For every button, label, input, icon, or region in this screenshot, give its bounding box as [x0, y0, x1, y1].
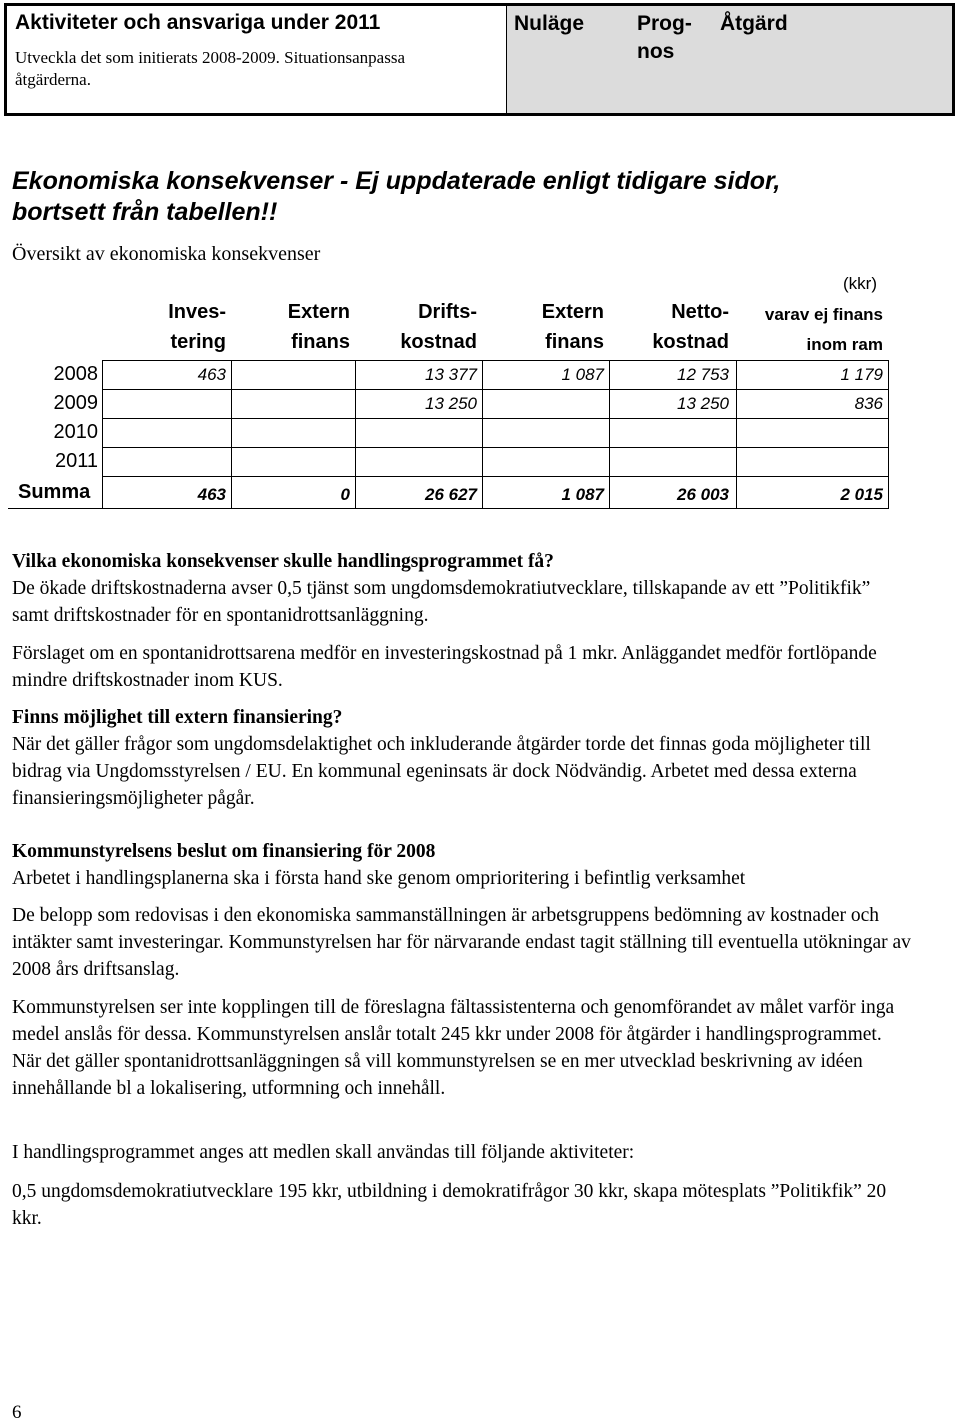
- cell-sum-investering: 463: [197, 485, 226, 504]
- q2-body: När det gäller frågor som ungdomsdelaktighet och inkluderande åtgärder torde det finnas goda möjligheter till bidrag via Ungdomsstyrelsen / EU. En kommunal egeninsats är dock Nödvändig. Arbetet med dessa externa finansieringsmöjligheter pågår.: [12, 734, 871, 809]
- activities-header-box: [4, 3, 955, 116]
- ks-heading: Kommunstyrelsens beslut om finansiering för 2008: [12, 841, 436, 862]
- header-col-prognos: [637, 10, 692, 66]
- cell-2009-nettokostnad: 13 250: [677, 394, 729, 413]
- col-header-investering-1: Inves-: [168, 301, 226, 323]
- economics-table: [0, 268, 960, 513]
- q1-body: De ökade driftskostnaderna avser 0,5 tjänst som ungdomsdemokratiutvecklare, tillskapande av ett ”Politikfik” samt driftskostnader för en spontanidrottsanläggning.: [12, 578, 871, 626]
- table-rule: [102, 447, 889, 448]
- col-header-driftskostnad-1: Drifts-: [418, 301, 477, 323]
- section-heading-line2: bortsett från tabellen!!: [12, 198, 278, 226]
- table-rule: [231, 360, 232, 508]
- unit-label: (kkr): [843, 274, 877, 293]
- cell-2008-investering: 463: [197, 365, 226, 384]
- table-rule: [8, 508, 889, 509]
- cell-sum-varav: 2 015: [840, 485, 883, 504]
- table-rule: [888, 360, 889, 508]
- cell-sum-extern-finans: 0: [340, 485, 350, 504]
- ks-paragraph-4: I handlingsprogrammet anges att medlen skall användas till följande aktiviteter:: [12, 1142, 635, 1163]
- cell-2008-extern-finans: 1 087: [561, 365, 604, 384]
- col-header-varav-2: inom ram: [806, 335, 883, 354]
- table-rule: [736, 360, 737, 508]
- page-number: 6: [12, 1402, 22, 1423]
- overview-title: Översikt av ekonomiska konsekvenser: [12, 243, 321, 265]
- table-rule: [102, 389, 889, 390]
- table-rule: [355, 360, 356, 508]
- col-header-extern-finans-2b: finans: [545, 331, 604, 353]
- col-header-extern-finans-1b: finans: [291, 331, 350, 353]
- cell-2008-varav: 1 179: [840, 365, 883, 384]
- table-rule: [482, 360, 483, 508]
- col-header-investering-2: tering: [170, 331, 226, 353]
- header-col-atgard: Åtgärd: [720, 12, 788, 35]
- q2-heading: Finns möjlighet till extern finansiering?: [12, 707, 343, 728]
- ks-paragraph-3: Kommunstyrelsen ser inte kopplingen till de föreslagna fältassistenterna och genomförandet av målet varför inga medel anslås för dessa. Kommunstyrelsen anslår totalt 245 kkr under 2008 för åtgärder i handlingsprogrammet. När det gäller spontanidrottsanläggningen så vill kommunstyrelsen se en mer utvecklad beskrivning av idéen innehållande bl a lokalisering, utformning och innehåll.: [12, 997, 895, 1099]
- col-header-extern-finans-2: Extern: [541, 301, 604, 323]
- header-status-cells: [507, 6, 952, 113]
- col-header-nettokostnad-2: kostnad: [652, 331, 729, 353]
- cell-sum-driftskostnad: 26 627: [425, 485, 477, 504]
- q2-block: [12, 704, 912, 812]
- ks-paragraph-1: Arbetet i handlingsplanerna ska i första hand ske genom omprioritering i befintlig verksamhet: [12, 868, 746, 889]
- forslag-paragraph: Förslaget om en spontanidrottsarena medför en investeringskostnad på 1 mkr. Anläggandet medför fortlöpande mindre driftskostnader inom KUS.: [12, 643, 877, 691]
- table-rule: [102, 476, 889, 477]
- col-header-driftskostnad-2: kostnad: [400, 331, 477, 353]
- cell-sum-nettokostnad: 26 003: [677, 485, 729, 504]
- cell-sum-extern-finans-2: 1 087: [561, 485, 604, 504]
- row-year-2010: 2010: [53, 421, 98, 443]
- col-header-extern-finans-1: Extern: [287, 301, 350, 323]
- row-summa-label: Summa: [18, 481, 91, 503]
- cell-2009-varav: 836: [854, 394, 883, 413]
- header-left-cell: [7, 6, 507, 113]
- col-header-varav-1: varav ej finans: [764, 305, 883, 324]
- section-heading-line1: Ekonomiska konsekvenser - Ej uppdaterade enligt tidigare sidor,: [12, 167, 781, 195]
- row-year-2008: 2008: [53, 363, 98, 385]
- header-col-prognos-line1: Prog-: [637, 12, 692, 35]
- ks-block: [12, 838, 912, 892]
- cell-2008-nettokostnad: 12 753: [677, 365, 729, 384]
- header-title: Aktiviteter och ansvariga under 2011: [15, 11, 381, 34]
- section-heading: [12, 166, 912, 228]
- header-col-nulage: Nuläge: [514, 12, 585, 35]
- header-subtitle: Utveckla det som initierats 2008-2009. Situationsanpassa åtgärderna.: [15, 48, 405, 89]
- cell-2008-driftskostnad: 13 377: [425, 365, 477, 384]
- q1-block: [12, 548, 912, 629]
- ks-paragraph-5: 0,5 ungdomsdemokratiutvecklare 195 kkr, utbildning i demokratifrågor 30 kkr, skapa mötesplats ”Politikfik” 20 kkr.: [12, 1181, 887, 1229]
- ks-paragraph-2: De belopp som redovisas i den ekonomiska sammanställningen är arbetsgruppens bedömning av kostnader och intäkter samt investeringar. Kommunstyrelsen har för närvarande endast tagit ställning till eventuella utökningar av 2008 års driftsanslag.: [12, 905, 911, 980]
- table-rule: [102, 360, 103, 508]
- header-col-prognos-line2: nos: [637, 40, 675, 63]
- col-header-nettokostnad-1: Netto-: [671, 301, 729, 323]
- table-rule: [102, 360, 889, 361]
- q1-heading: Vilka ekonomiska konsekvenser skulle handlingsprogrammet få?: [12, 551, 554, 572]
- cell-2009-driftskostnad: 13 250: [425, 394, 477, 413]
- table-rule: [609, 360, 610, 508]
- table-rule: [102, 418, 889, 419]
- row-year-2011: 2011: [54, 450, 98, 472]
- row-year-2009: 2009: [53, 392, 98, 414]
